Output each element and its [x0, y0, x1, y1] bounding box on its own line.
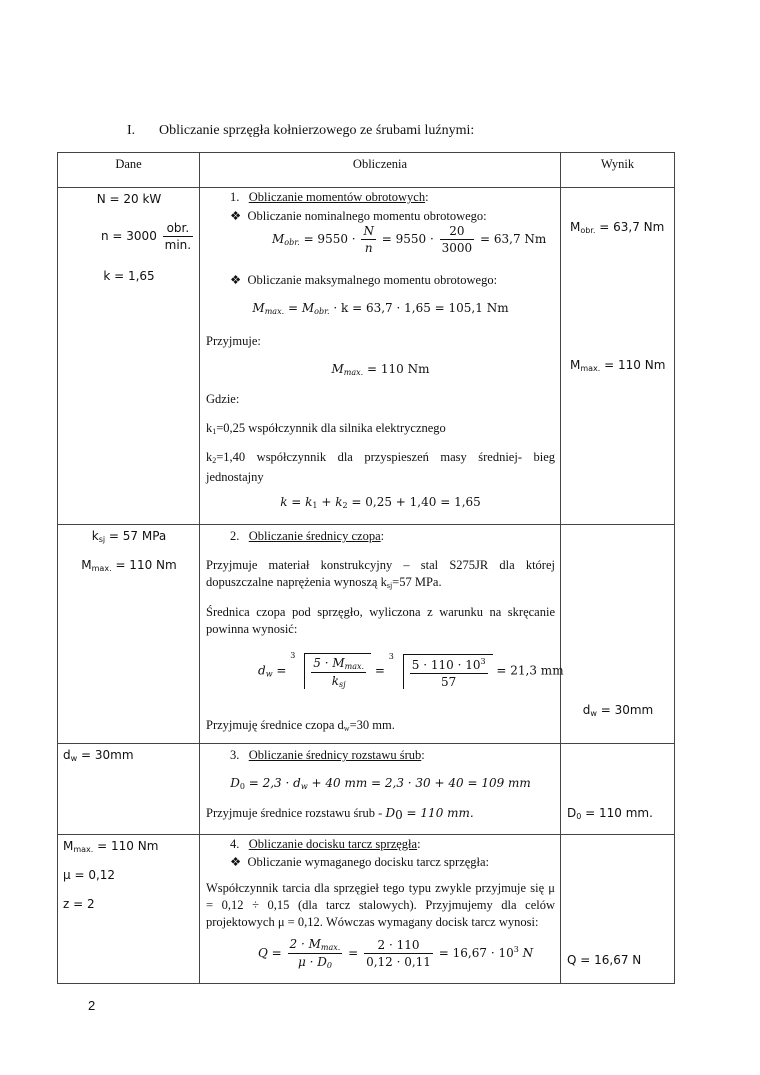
wynik-sub: obr. — [580, 226, 596, 235]
dane-cell — [58, 188, 200, 525]
root1-den: k — [331, 674, 339, 688]
dane-ksj — [58, 529, 200, 544]
bullet-icon: ❖ — [230, 209, 242, 223]
accepted-diameter — [206, 718, 395, 733]
dane-cell — [58, 744, 200, 835]
step-title-colon: : — [425, 190, 429, 204]
root1-num-sub: max. — [344, 662, 365, 671]
eq-sub: 1 — [312, 501, 318, 510]
eq-rhs: = 110 Nm — [363, 362, 430, 376]
obliczenia-cell — [200, 835, 561, 984]
obliczenia-cell — [200, 744, 561, 835]
eq-frac2-den: 0,12 · 0,11 — [366, 955, 431, 969]
root1-num: 5 · M — [313, 656, 345, 670]
equation-m-obr — [272, 224, 546, 255]
p1-rhs: = 110 mm. — [402, 806, 474, 820]
k1-text — [206, 421, 446, 436]
eq-d: D — [230, 776, 240, 790]
step-title — [230, 837, 421, 852]
bullet-item — [230, 272, 497, 288]
p1-text-end: =57 MPa. — [392, 575, 442, 589]
step-title — [230, 748, 425, 763]
eq-lhs: Q = — [258, 946, 282, 960]
bullet-item — [230, 208, 487, 224]
dane-dw — [63, 748, 134, 763]
bullet-icon: ❖ — [230, 273, 242, 287]
dane-mmax — [63, 839, 158, 854]
eq-sub: 0 — [239, 782, 245, 791]
page-number: 2 — [88, 998, 96, 1013]
eq-a: k = k — [280, 495, 313, 509]
dane-mmax — [58, 558, 200, 573]
dane-d-rhs: = 30mm — [77, 748, 134, 762]
dane-m: M — [81, 558, 92, 572]
material-paragraph — [206, 557, 555, 594]
wynik-rhs: = 30mm — [596, 703, 654, 717]
table-row — [58, 835, 675, 984]
dane-n — [101, 221, 195, 252]
p3-text-end: =30 mm. — [349, 718, 395, 732]
eq-c: = 0,25 + 1,40 = 1,65 — [347, 495, 481, 509]
wynik-sub: w — [590, 709, 597, 718]
eq-lhs-sub: obr. — [284, 238, 300, 247]
wynik-m: M — [570, 358, 581, 372]
root-index: 3 — [290, 651, 296, 660]
root-index: 3 — [388, 651, 394, 661]
k2-sub: 2 — [212, 456, 217, 465]
eq-a: = 2,3 · d — [244, 776, 301, 790]
wynik-d0 — [567, 806, 653, 821]
eq-mid: = 9550 · — [381, 232, 434, 246]
eq-rhs: = 63,7 Nm — [480, 232, 547, 246]
step-number: 1. — [230, 190, 240, 204]
k1-sub: 1 — [212, 427, 217, 436]
p3-sub: w — [343, 724, 350, 733]
wynik-m: M — [570, 220, 581, 234]
k1-symbol: k — [206, 421, 213, 435]
wynik-cell — [561, 835, 675, 984]
wynik-cell — [561, 525, 675, 744]
step-title-text: Obliczanie docisku tarcz sprzęgła — [248, 837, 418, 851]
przyjmuje-text: Przyjmuje: — [206, 334, 261, 348]
accepted-d0 — [206, 806, 474, 822]
step-number: 2. — [230, 529, 240, 543]
table-row — [58, 744, 675, 835]
dane-n-lhs: n = 3000 — [101, 229, 157, 243]
table-row — [58, 188, 675, 525]
friction-paragraph: Współczynnik tarcia dla sprzęgieł tego typu zwykle przyjmuje się μ = 0,12 ÷ 0,15 (dla tarcz stalowych). Przyjmujemy dla celów projektowych μ = 0,12. Wówczas wymagany docisk tarcz wynosi: — [206, 881, 555, 929]
step-title-text: Obliczanie średnicy czopa — [248, 529, 381, 543]
wynik-dw — [561, 703, 675, 718]
dane-d-sub: w — [70, 754, 78, 763]
dane-d: d — [63, 748, 71, 762]
dane-m-sub: max. — [91, 564, 112, 573]
header-obliczenia: Obliczenia — [200, 153, 561, 188]
equation-q — [258, 937, 533, 970]
table-row — [58, 525, 675, 744]
wynik-d: D — [567, 806, 577, 820]
root2-num-sup: 3 — [480, 656, 486, 666]
wynik-d: d — [582, 703, 591, 717]
p1-d: D — [385, 806, 396, 820]
wynik-q: Q = 16,67 N — [567, 953, 642, 967]
step-number: 4. — [230, 837, 240, 851]
dane-N: N = 20 kW — [96, 192, 162, 206]
bullet-text: Obliczanie nominalnego momentu obrotowego: — [247, 209, 487, 223]
eq-rhs-unit: N — [518, 946, 534, 960]
root2-den: 57 — [441, 674, 457, 689]
p1-sub: 0 — [395, 808, 403, 822]
bullet-text: Obliczanie wymaganego docisku tarcz sprzęgła: — [247, 855, 490, 869]
eq-frac1-den: n — [364, 241, 373, 255]
eq-lhs: M — [272, 232, 285, 246]
obliczenia-cell — [200, 188, 561, 525]
eq-mid: = M — [284, 301, 315, 315]
equation-m-max — [200, 301, 561, 316]
dane-k-sub: sj — [98, 535, 106, 544]
eq-frac1-num: 2 · M — [289, 937, 321, 951]
step-title — [230, 529, 384, 544]
eq-rhs: = 21,3 mm — [496, 663, 564, 678]
section-number: I. — [127, 123, 136, 138]
bullet-text: Obliczanie maksymalnego momentu obrotowego: — [247, 273, 498, 287]
step-title-text: Obliczanie średnicy rozstawu śrub — [248, 748, 422, 762]
dane-cell — [58, 835, 200, 984]
eq-op: = 9550 · — [303, 232, 356, 246]
k2-symbol: k — [206, 450, 213, 464]
eq-sub: obr. — [314, 307, 330, 316]
wynik-cell — [561, 188, 675, 525]
wynik-sub: 0 — [576, 812, 582, 821]
calculation-table — [57, 152, 675, 984]
p1-text: Przyjmuje średnice rozstawu śrub - — [206, 806, 386, 820]
eq-sub: max. — [343, 368, 364, 377]
wynik-sub: max. — [580, 364, 601, 373]
eq-sub: w — [300, 782, 308, 791]
dane-m-sub: max. — [73, 845, 94, 854]
p3-text: Przyjmuję średnice czopa d — [206, 718, 344, 732]
eq-op: = — [348, 946, 359, 960]
eq-lhs-sub: w — [265, 669, 273, 679]
dane-m-rhs: = 110 Nm — [93, 839, 159, 853]
torsion-paragraph: Średnica czopa pod sprzęgło, wyliczona z warunku na skręcanie powinna wynosić: — [206, 605, 555, 636]
obliczenia-cell — [200, 525, 564, 744]
dane-n-den: min. — [164, 238, 192, 252]
p1-sub: sj — [386, 581, 393, 590]
eq-frac1-num-sub: max. — [320, 943, 341, 952]
eq-m: M — [331, 362, 344, 376]
eq-m: M — [252, 301, 265, 315]
section-heading — [127, 123, 474, 139]
eq-frac2-den: 3000 — [441, 241, 473, 255]
wynik-rhs: = 110 Nm — [600, 358, 666, 372]
p1-text: Przyjmuje materiał konstrukcyjny – stal S275JR dla której dopuszczalne naprężenia wynoszą k — [206, 558, 555, 589]
bullet-item — [230, 854, 489, 870]
k2-text — [206, 449, 555, 486]
wynik-rhs: = 63,7 Nm — [595, 220, 665, 234]
dane-z: z = 2 — [63, 897, 95, 911]
step-title — [230, 190, 429, 205]
eq-op: = — [276, 663, 287, 678]
step-title-text: Obliczanie momentów obrotowych — [248, 190, 426, 204]
gdzie-text: Gdzie: — [206, 392, 240, 406]
eq-rhs: = 16,67 · 10 — [438, 946, 514, 960]
header-dane: Dane — [58, 153, 200, 188]
equation-m-max-accepted — [200, 362, 561, 377]
eq-rhs-sup: 3 — [513, 945, 519, 954]
dane-m: M — [63, 839, 74, 853]
step-title-colon: : — [380, 529, 385, 543]
dane-mu: μ = 0,12 — [63, 868, 116, 882]
eq-frac1-num: N — [363, 224, 374, 238]
wynik-rhs: = 110 mm. — [581, 806, 653, 820]
eq-b: + k — [317, 495, 343, 509]
header-wynik: Wynik — [561, 153, 675, 188]
dane-k-rhs: = 57 MPa — [105, 529, 167, 543]
eq-frac2-num: 2 · 110 — [364, 938, 433, 954]
bullet-icon: ❖ — [230, 855, 242, 869]
dane-m-rhs: = 110 Nm — [111, 558, 177, 572]
eq-sub: max. — [264, 307, 285, 316]
eq-rhs: · k = 63,7 · 1,65 = 105,1 Nm — [329, 301, 509, 315]
dane-k: k = 1,65 — [103, 269, 155, 283]
eq-b: + 40 mm = 2,3 · 30 + 40 = 109 mm — [307, 776, 531, 790]
k2-desc: =1,40 współczynnik dla przyspieszeń masy średniej- bieg jednostajny — [206, 450, 555, 484]
k1-desc: =0,25 współczynnik dla silnika elektrycznego — [216, 421, 446, 435]
section-title: Obliczanie sprzęgła kołnierzowego ze śrubami luźnymi: — [159, 123, 475, 138]
root2-num: 5 · 110 · 10 — [411, 657, 481, 672]
eq-frac1-den: μ · D — [297, 955, 327, 969]
equation-k — [200, 495, 561, 510]
equation-d0 — [200, 776, 561, 791]
step-title-colon: : — [421, 748, 425, 762]
eq-sub: 2 — [342, 501, 348, 510]
step-title-colon: : — [417, 837, 421, 851]
eq-lhs: d — [258, 663, 266, 678]
eq-frac1-den-sub: 0 — [326, 961, 332, 970]
root1-den-sub: sj — [339, 680, 346, 689]
eq-op: = — [374, 663, 385, 678]
dane-n-num: obr. — [163, 221, 193, 237]
wynik-cell — [561, 744, 675, 835]
dane-cell — [58, 525, 200, 744]
eq-frac2-num: 20 — [440, 224, 475, 240]
step-number: 3. — [230, 748, 240, 762]
equation-dw — [258, 653, 564, 689]
wynik-m-max — [570, 358, 665, 373]
dane-k: k — [91, 529, 99, 543]
wynik-m-obr — [570, 220, 664, 235]
table-header-row — [58, 153, 675, 188]
